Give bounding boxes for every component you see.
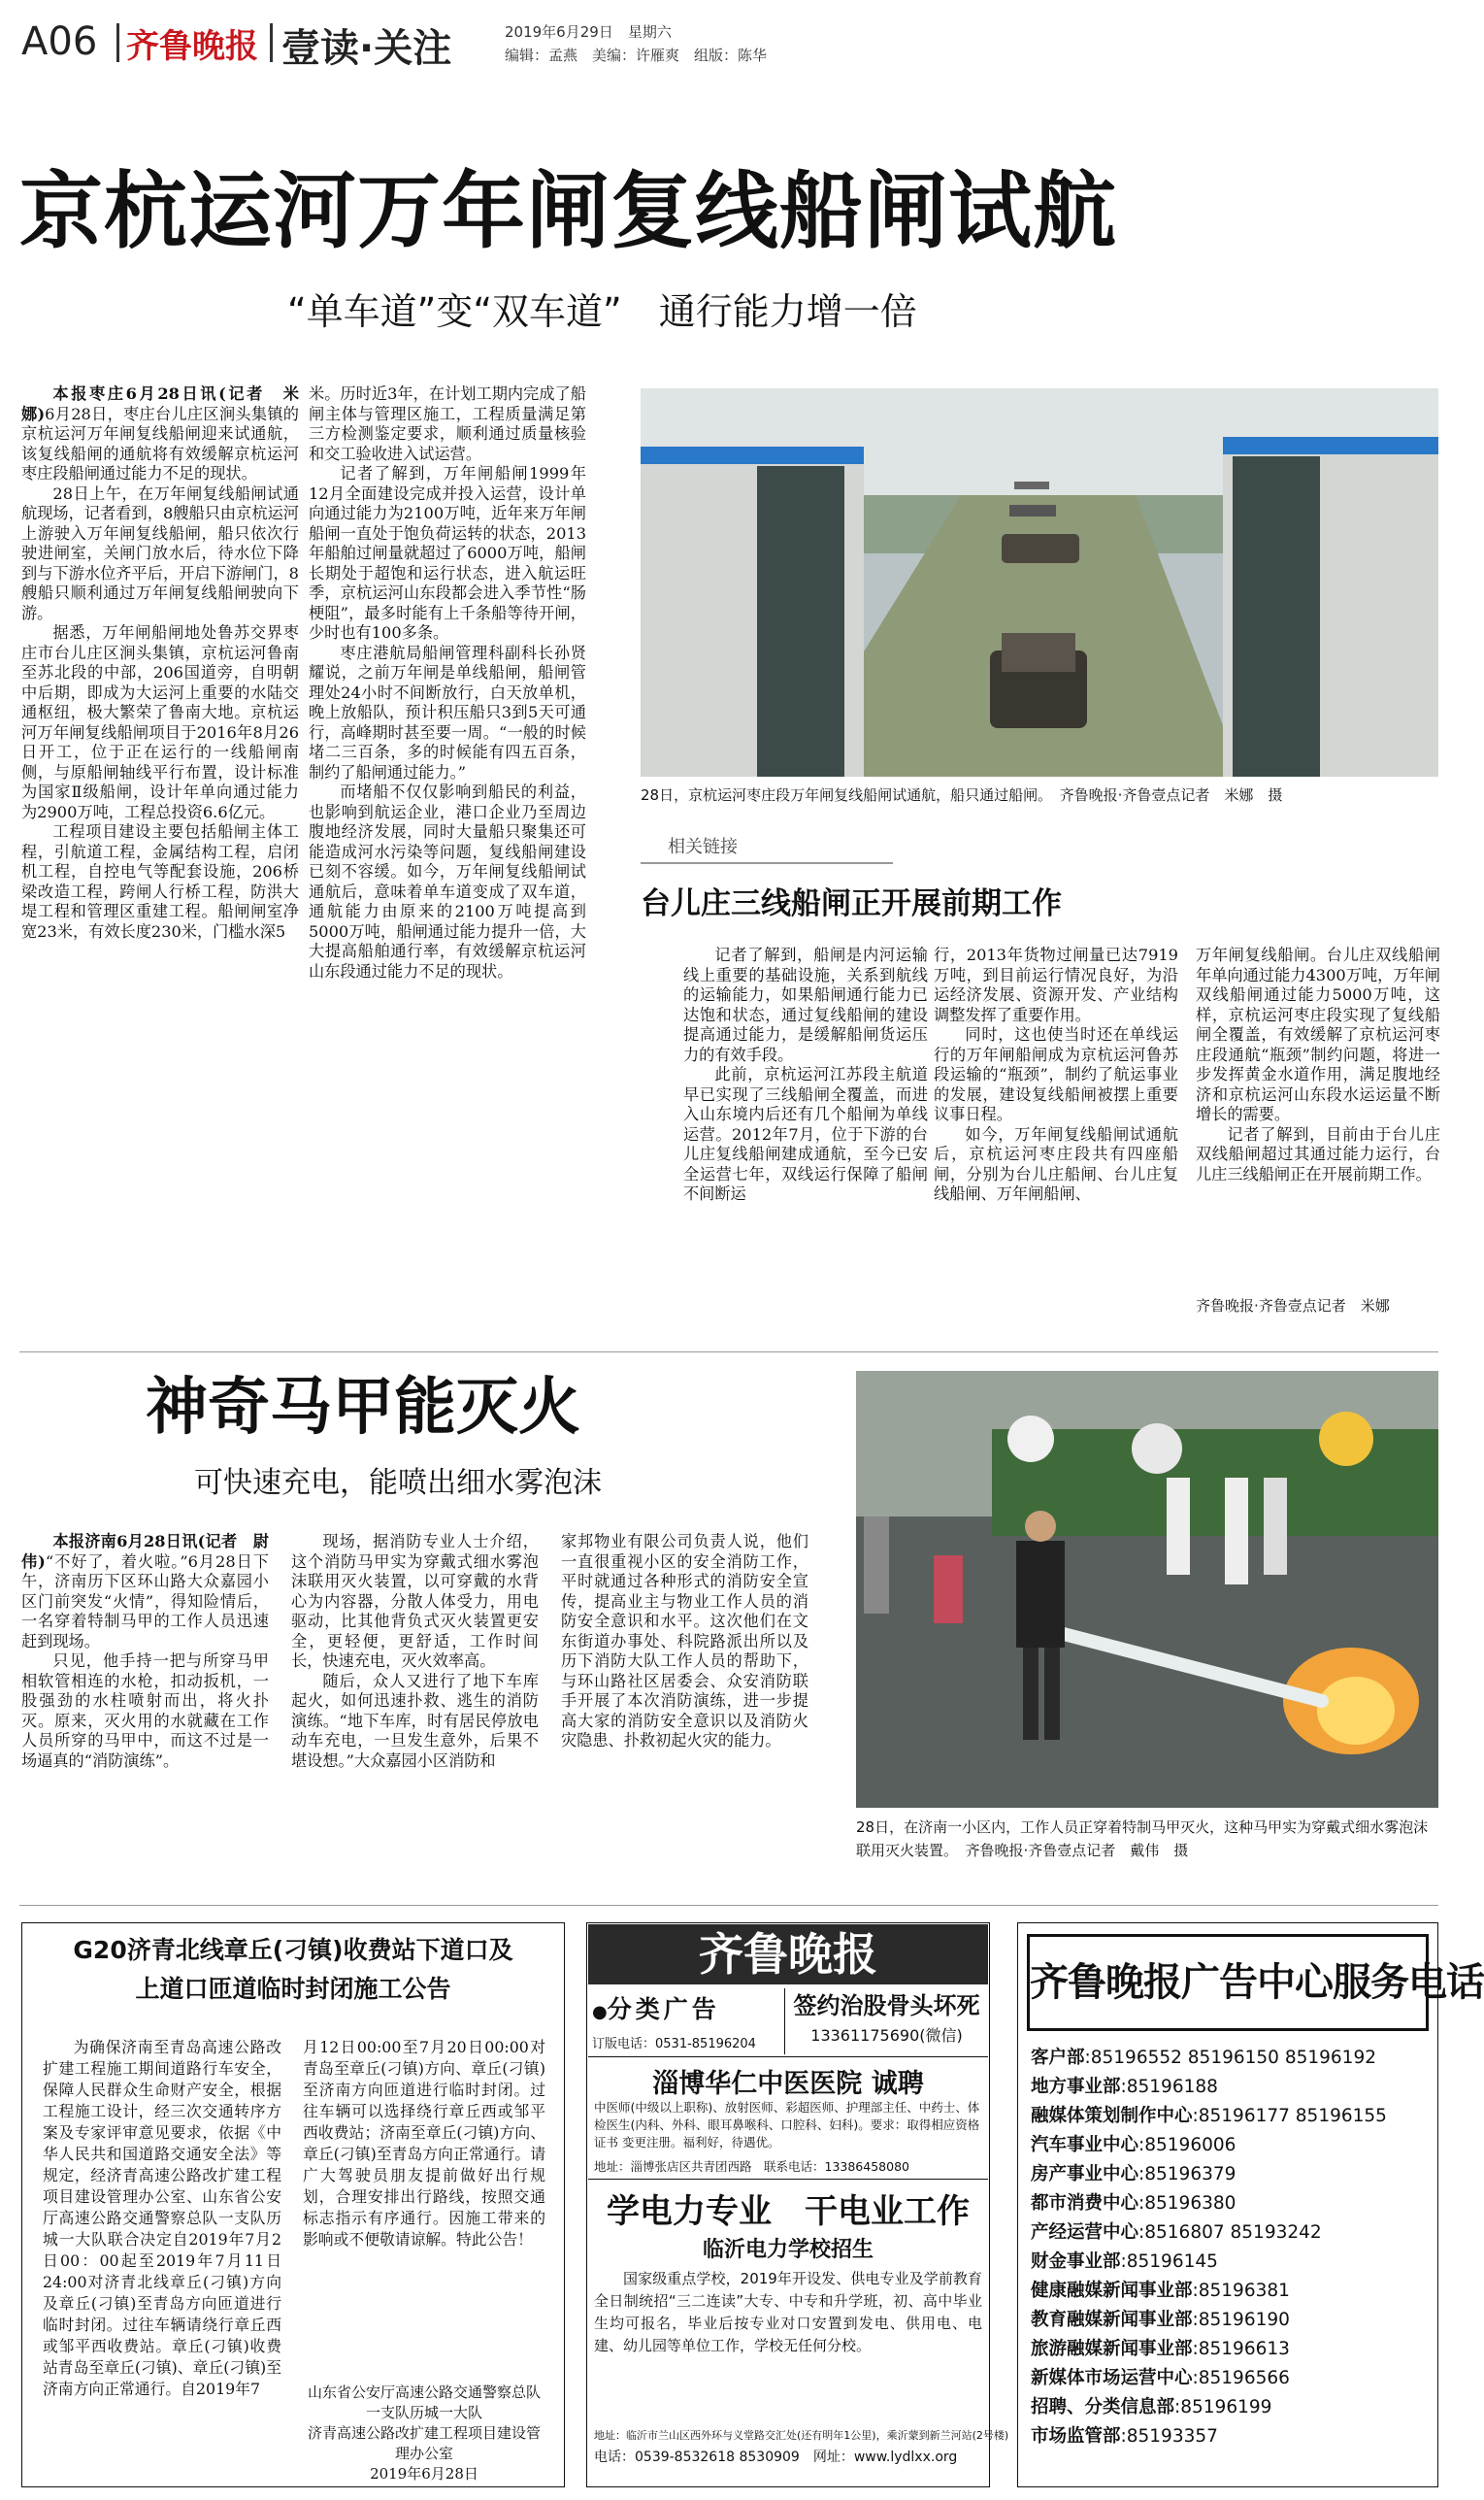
department-name: 财金事业部 (1031, 2251, 1121, 2272)
section-divider (19, 1905, 1438, 1906)
notice-signatures (303, 2383, 545, 2484)
notice-signer-police: 山东省公安厅高速公路交通警察总队一支队历城一大队 (307, 2383, 541, 2421)
ad-center-phone-list (1031, 2044, 1446, 2451)
bone-ad-phone: 13361175690(微信) (810, 2026, 963, 2045)
department-phones: :85196381 (1192, 2281, 1290, 2301)
notice-signer-project: 济青高速公路改扩建工程项目建设管理办公室 (307, 2424, 541, 2462)
department-phones: :85196006 (1138, 2135, 1237, 2155)
vest-photo-caption: 28日，在济南一小区内，工作人员正穿着特制马甲灭火，这种马甲实为穿戴式细水雾泡沫联用灭火装置。 齐鲁晚报·齐鲁壹点记者 戴伟 摄 (856, 1818, 1429, 1859)
paper-logo: 齐鲁晚报 (126, 27, 258, 66)
paragraph: 记者了解到，目前由于台儿庄双线船闸超过其通过能力运行，台儿庄三线船闸正在开展前期工作。 (1196, 1124, 1440, 1183)
department-phones: :85196379 (1138, 2164, 1237, 2184)
section-divider (19, 1351, 1438, 1352)
vest-col3 (561, 1532, 808, 1882)
phone-row (1031, 2422, 1446, 2451)
classified-label-text: 分类广告 (607, 1995, 720, 2023)
related-link-label: 相关链接 (641, 833, 893, 864)
phone-row (1031, 2073, 1446, 2102)
department-phones: :85193357 (1120, 2426, 1218, 2447)
notice-col2 (303, 2037, 545, 2377)
paragraph: 万年闸复线船闸。台儿庄双线船闸年单向通过能力4300万吨，万年闸双线船闸通过能力5000万吨，这样，京杭运河枣庄段实现了复线船闸全覆盖，有效缓解了京杭运河枣庄段通航“瓶颈”制约问题，将进一步发挥黄金水道作用，满足腹地经济和京杭运河山东段水运运量不断增长的需要。 (1196, 946, 1440, 1123)
paragraph: 记者了解到，万年闸船闸1999年12月全面建设完成并投入运营，设计单向通过能力为2100万吨，近年来万年闸船闸一直处于饱负荷运转的状态，2013年船舶过闸量就超过了6000万吨，船闸长期处于超饱和运行状态，进入航运旺季，京杭运河山东段都会进入季节性“肠梗阻”，最多时能有上千条船等待开闸，少时也有100多条。 (309, 464, 586, 642)
paragraph: 此前，京杭运河江苏段主航道早已实现了三线船闸全覆盖，而进入山东境内后还有几个船闸为单线运营。2012年7月，位于下游的台儿庄复线船闸建成通航，至今已安全运营七年，双线运行保障了船闸不间断运 (683, 1065, 928, 1203)
paragraph: 月12日00:00至7月20日00:00对青岛至章丘(刁镇)方向、章丘(刁镇)至济南方向匝道进行临时封闭。过往车辆可以选择绕行章丘西或邹平西收费站；济南至章丘(刁镇)方向、章丘(刁镇)至青岛方向正常通行。请广大驾驶员朋友提前做好出行规划，合理安排出行路线，按照交通标志指示有序通行。因施工带来的影响或不便敬请谅解。特此公告！ (303, 2038, 545, 2249)
department-name: 融媒体策划制作中心 (1031, 2106, 1193, 2126)
paragraph: 只见，他手持一把与所穿马甲相软管相连的水枪，扣动扳机，一股强劲的水柱喷射而出，将火扑灭。原来，灭火用的水就藏在工作人员所穿的马甲中，而这不过是一场逼真的“消防演练”。 (21, 1651, 269, 1770)
department-name: 地方事业部 (1031, 2077, 1121, 2097)
editor-credits: 编辑：孟燕 美编：许雁爽 组版：陈华 (505, 47, 768, 64)
notice-title-line2: 上道口匝道临时封闭施工公告 (135, 1975, 451, 2003)
department-phones: :85196190 (1192, 2310, 1290, 2330)
phone-row (1031, 2131, 1446, 2160)
school-ad-address: 地址：临沂市兰山区西外环与义堂路交汇处(还有明年1公里)，乘沂蒙到新兰河站(2号楼) (594, 2429, 1009, 2442)
department-name: 教育融媒新闻事业部 (1031, 2310, 1193, 2330)
department-phones: :85196145 (1120, 2251, 1218, 2272)
department-phones: :85196177 85196155 (1192, 2106, 1387, 2126)
department-phones: :85196188 (1120, 2077, 1218, 2097)
paragraph: 随后，众人又进行了地下车库起火，如何迅速扑救、逃生的消防演练。“地下车库，时有居民停放电动车充电，一旦发生意外，后果不堪设想。”大众嘉园小区消防和 (291, 1671, 539, 1770)
classified-phone: 订版电话：0531-85196204 (592, 2037, 756, 2051)
paragraph: 而堵船不仅仅影响到船民的利益，也影响到航运企业，港口企业乃至周边腹地经济发展，同时大量船只聚集还可能造成河水污染等问题，复线船闸建设已刻不容缓。如今，万年闸复线船闸试通航后，意味着单车道变成了双车道，通航能力由原来的2100万吨提高到5000万吨，船闸通过能力提升一倍，大大提高船舶通行率，有效缓解京杭运河山东段通过能力不足的现状。 (309, 783, 586, 981)
phone-row (1031, 2102, 1446, 2131)
vest-subhead: 可快速充电，能喷出细水雾泡沫 (194, 1466, 602, 1500)
department-name: 招聘、分类信息部 (1031, 2397, 1175, 2417)
main-headline: 京杭运河万年闸复线船闸试航 (19, 163, 1117, 260)
main-story-col2 (309, 384, 586, 1346)
paragraph: 工程项目建设主要包括船闸主体工程，引航道工程，金属结构工程，启闭机工程，自控电气等配套设施，206桥梁改造工程，跨闸人行桥工程，防洪大堤工程和管理区重建工程。船闸闸室净宽23米，有效长度230米，门槛水深5 (21, 822, 299, 941)
school-ad-title: 学电力专业 干电业工作 (607, 2192, 970, 2231)
related-byline: 齐鲁晚报·齐鲁壹点记者 米娜 (1196, 1297, 1390, 1315)
paragraph: 6月28日，枣庄台儿庄区涧头集镇的京杭运河万年闸复线船闸迎来试通航，该复线船闸的通航将有效缓解京杭运河枣庄段船闸通过能力不足的现状。 (21, 404, 299, 483)
department-phones: :85196613 (1192, 2339, 1290, 2359)
related-col3 (1196, 946, 1440, 1293)
related-col1 (683, 946, 928, 1315)
school-ad-phone: 电话：0539-8532618 8530909 网址：www.lydlxx.org (594, 2450, 958, 2465)
circle-icon: ● (592, 2002, 608, 2022)
phone-row (1031, 2248, 1446, 2277)
paragraph: 行，2013年货物过闸量已达7919万吨，到目前运行情况良好，为沿运经济发展、资源开发、产业结构调整发挥了重要作用。 (934, 946, 1178, 1024)
main-photo-caption: 28日，京杭运河枣庄段万年闸复线船闸试通航，船只通过船闸。 齐鲁晚报·齐鲁壹点记者 米娜 摄 (641, 786, 1283, 804)
department-phones: :8516807 85193242 (1138, 2222, 1322, 2243)
paragraph: 米。历时近3年，在计划工期内完成了船闸主体与管理区施工，工程质量满足第三方检测鉴定要求，顺利通过质量核验和交工验收进入试运营。 (309, 384, 586, 463)
paragraph: 枣庄港航局船闸管理科副科长孙贤耀说，之前万年闸是单线船闸，船闸管理处24小时不间断放行，白天放单机，晚上放船队，预计积压船只3到5天可通行，高峰期时甚至要一周。“一般的时候堵二三百条，多的时候能有四五百条，制约了船闸通过能力。” (309, 643, 586, 782)
notice-date: 2019年6月28日 (370, 2465, 478, 2483)
dateline: 本报济南6月28日讯(记者 尉伟) (21, 1532, 269, 1571)
section-title: 壹读·关注 (281, 26, 452, 71)
vest-headline: 神奇马甲能灭火 (146, 1372, 580, 1444)
notice-col1 (43, 2037, 281, 2474)
hospital-ad-address: 地址：淄博张店区共青团西路 联系电话：13386458080 (594, 2159, 909, 2174)
fire-drill-photo (856, 1371, 1438, 1808)
related-col2 (934, 946, 1178, 1315)
divider (270, 23, 273, 62)
fire-drill-illustration (856, 1371, 1438, 1808)
hospital-ad-body: 中医师(中级以上职称)、放射医师、彩超医师、护理部主任、中药士、体检医生(内科、外科、眼耳鼻喉科、口腔科、妇科)。要求：取得相应资格证书 变更注册。福利好，待遇优。 (594, 2100, 980, 2150)
phone-row (1031, 2277, 1446, 2306)
paragraph: 同时，这也使当时还在单线运行的万年闸船闸成为京杭运河鲁苏段运输的“瓶颈”，制约了航运事业的发展，建设复线船闸被摆上重要议事日程。 (934, 1025, 1178, 1123)
paragraph: 据悉，万年闸船闸地处鲁苏交界枣庄市台儿庄区涧头集镇，京杭运河鲁南至苏北段的中部，206国道旁，自明朝中后期，即成为大运河上重要的水陆交通枢纽，极大繁荣了鲁南大地。京杭运河万年闸复线船闸项目于2016年8月26日开工，位于正在运行的一线船闸南侧，与原船闸轴线平行布置，设计标准为国家Ⅱ级船闸，设计年单向通过能力为2900万吨，工程总投资6.6亿元。 (21, 623, 299, 821)
department-name: 产经运营中心 (1031, 2222, 1139, 2243)
bone-ad (784, 1988, 988, 2054)
canal-lock-illustration (641, 388, 1438, 777)
department-name: 新媒体市场运营中心 (1031, 2368, 1193, 2388)
ad-center-title: 齐鲁晚报广告中心服务电话 (1027, 1934, 1429, 2031)
phone-row (1031, 2044, 1446, 2073)
main-story-col1 (21, 384, 299, 1346)
department-name: 客户部 (1031, 2048, 1085, 2068)
department-name: 都市消费中心 (1031, 2193, 1139, 2214)
department-name: 健康融媒新闻事业部 (1031, 2281, 1193, 2301)
school-ad-subtitle: 临沂电力学校招生 (702, 2238, 874, 2262)
department-name: 市场监管部 (1031, 2426, 1121, 2447)
phone-row (1031, 2393, 1446, 2422)
vest-col2 (291, 1532, 539, 1882)
phone-row (1031, 2306, 1446, 2335)
paragraph: 如今，万年闸复线船闸试通航后，京杭运河枣庄段共有四座船闸，分别为台儿庄船闸、台儿庄复线船闸、万年闸船闸、 (934, 1124, 1178, 1203)
divider (588, 2179, 988, 2180)
related-headline: 台儿庄三线船闸正开展前期工作 (641, 886, 1062, 921)
paragraph: “不好了，着火啦。”6月28日下午，济南历下区环山路大众嘉园小区门前突发“火情”，得知险情后，一名穿着特制马甲的工作人员迅速赶到现场。 (21, 1551, 269, 1650)
bone-ad-title: 签约治股骨头坏死 (793, 1992, 980, 2019)
phone-row (1031, 2218, 1446, 2248)
paragraph: 家邦物业有限公司负责人说，他们一直很重视小区的安全消防工作，平时就通过各种形式的消防安全宣传，提高业主与物业工作人员的消防安全意识和水平。这次他们在文东街道办事处、科院路派出所以及历下消防大队工作人员的帮助下，与环山路社区居委会、众安消防联手开展了本次消防演练，进一步提高大家的消防安全意识以及消防火灾隐患、扑救初起火灾的能力。 (561, 1532, 808, 1750)
department-phones: :85196552 85196150 85196192 (1084, 2048, 1376, 2068)
phone-row (1031, 2364, 1446, 2393)
department-name: 汽车事业中心 (1031, 2135, 1139, 2155)
hospital-ad-title: 淄博华仁中医医院 诚聘 (652, 2069, 924, 2099)
notice-title-line1: G20济青北线章丘(刁镇)收费站下道口及 (73, 1936, 513, 1964)
paragraph: 现场，据消防专业人士介绍，这个消防马甲实为穿戴式细水雾泡沫联用灭火装置，以可穿戴的水背心为内容器，分散人体受力，用电驱动，比其他背负式灭火装置更安全，更轻便，更舒适，工作时间长，快速充电，灭火效率高。 (291, 1532, 539, 1670)
date-line (505, 21, 672, 42)
paragraph: 为确保济南至青岛高速公路改扩建工程施工期间道路行车安全，保障人民群众生命财产安全，根据工程施工设计，经三次交通转序方案及专家评审意见要求，依据《中华人民共和国道路交通安全法》等规定，经济青高速公路改扩建工程项目建设管理办公室、山东省公安厅高速公路交通警察总队一支队历城一大队联合决定自2019年7月2日00：00起至2019年7月11日24:00对济青北线章丘(刁镇)方向及章丘(刁镇)至青岛方向匝道进行临时封闭。过往车辆请绕行章丘西或邹平西收费站。章丘(刁镇)收费站青岛至章丘(刁镇)、章丘(刁镇)至济南方向正常通行。自2019年7 (43, 2038, 281, 2398)
divider (588, 2056, 988, 2057)
phone-row (1031, 2189, 1446, 2218)
classified-label (592, 1990, 776, 2025)
main-subhead: “单车道”变“双车道” 通行能力增一倍 (287, 290, 917, 333)
department-name: 旅游融媒新闻事业部 (1031, 2339, 1193, 2359)
page-number: A06 (21, 19, 98, 64)
dateline: 本报枣庄6月28日讯(记者 米娜) (21, 384, 299, 423)
paragraph: 记者了解到，船闸是内河运输线上重要的基础设施，关系到航线的运输能力，如果船闸通行能力已达饱和状态，通过复线船闸的建设提高通过能力，是缓解船闸货运压力的有效手段。 (683, 946, 928, 1064)
classified-logo: 齐鲁晚报 (588, 1924, 988, 1984)
paragraph: 28日上午，在万年闸复线船闸试通航现场，记者看到，8艘船只由京杭运河上游驶入万年闸复线船闸，船只依次行驶进闸室，关闸门放水后，待水位下降到与下游水位齐平后，开启下游闸门，8艘船只顺利通过万年闸复线船闸驶向下游。 (21, 483, 299, 622)
phone-row (1031, 2160, 1446, 2189)
department-phones: :85196566 (1192, 2368, 1290, 2388)
phone-row (1031, 2335, 1446, 2364)
department-name: 房产事业中心 (1031, 2164, 1139, 2184)
school-ad-body: 国家级重点学校，2019年开设发、供电专业及学前教育全日制统招“三二连读”大专、中专和升学班，初、高中毕业生均可报名，毕业后按专业对口安置到发电、供用电、电建、幼儿园等单位工作，学校无任何分校。 (594, 2270, 982, 2354)
department-phones: :85196199 (1174, 2397, 1272, 2417)
department-phones: :85196380 (1138, 2193, 1237, 2214)
issue-weekday: 星期六 (627, 23, 672, 41)
issue-date: 2019年6月29日 (505, 23, 613, 41)
divider (116, 23, 119, 62)
canal-lock-photo (641, 388, 1438, 777)
vest-col1 (21, 1532, 269, 1882)
